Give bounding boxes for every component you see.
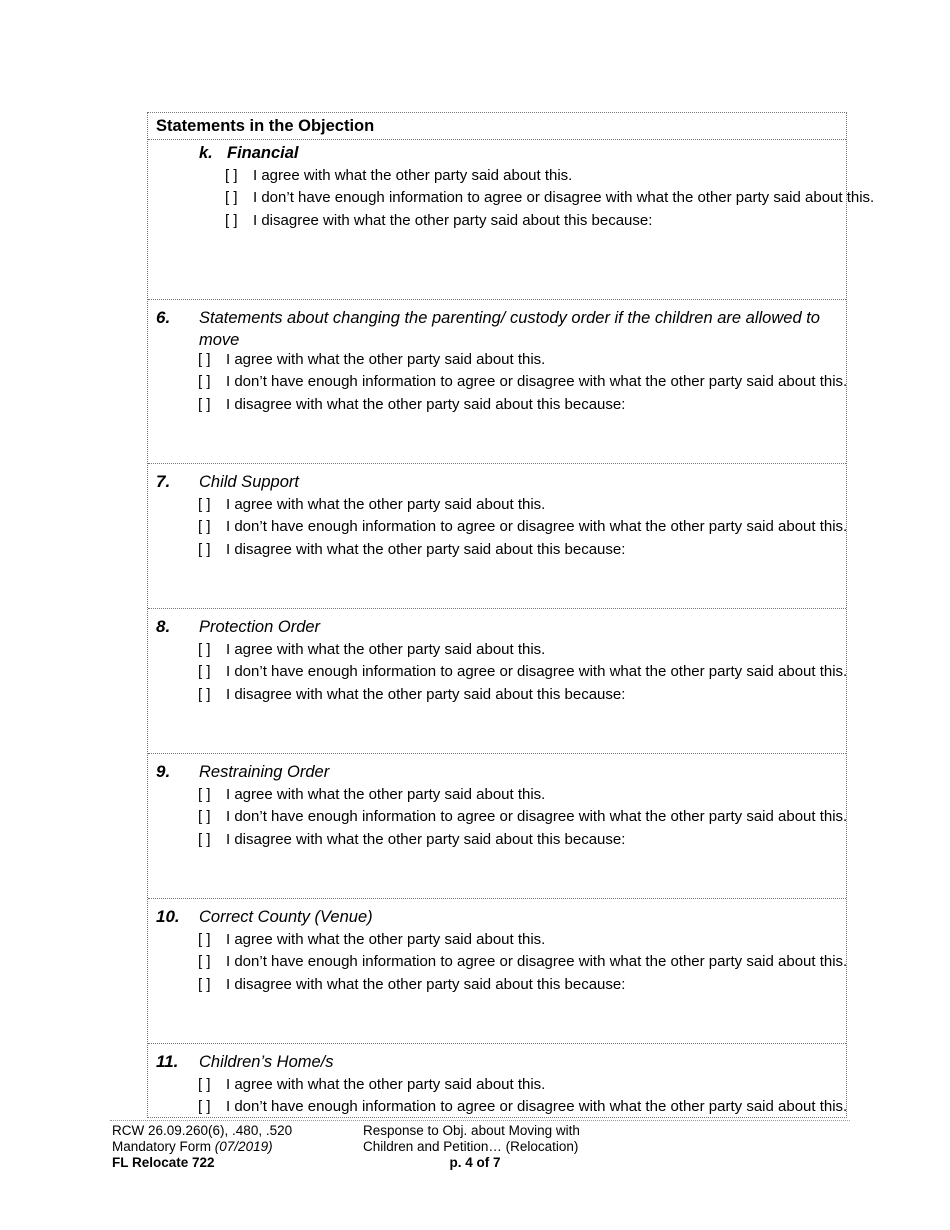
footer-divider <box>110 1120 850 1121</box>
footer-rcw: RCW 26.09.260(6), .480, .520 <box>112 1123 293 1138</box>
option-agree[interactable]: [ ] I agree with what the other party said about this. <box>198 640 546 658</box>
checkbox[interactable]: [ ] <box>198 540 211 558</box>
section-title: Restraining Order <box>199 763 330 781</box>
option-not-enough-info[interactable]: [ ] I don’t have enough information to agree or disagree with what the other party said about this. <box>225 189 875 207</box>
footer-middle <box>363 1123 587 1171</box>
section-number: 9. <box>156 762 171 781</box>
option-disagree[interactable]: [ ] I disagree with what the other party said about this because: <box>198 685 626 703</box>
section-title: Correct County (Venue) <box>199 908 373 926</box>
objection-form-table <box>147 112 875 1118</box>
subsection-k-financial <box>148 140 875 300</box>
section-6 <box>148 300 846 464</box>
checkbox[interactable]: [ ] <box>198 495 211 513</box>
option-list <box>198 1073 847 1118</box>
checkbox[interactable]: [ ] <box>198 518 211 536</box>
option-disagree[interactable]: [ ] I disagree with what the other party said about this because: <box>225 211 653 229</box>
section-number: 11. <box>156 1052 179 1071</box>
checkbox[interactable]: [ ] <box>198 373 211 391</box>
option-agree[interactable]: [ ] I agree with what the other party said about this. <box>198 1075 546 1093</box>
subsection-name: Financial <box>227 144 299 162</box>
checkbox[interactable]: [ ] <box>225 211 238 229</box>
checkbox[interactable]: [ ] <box>198 830 211 848</box>
checkbox[interactable]: [ ] <box>198 953 211 971</box>
option-not-enough-info[interactable]: [ ] I don’t have enough information to agree or disagree with what the other party said about this. <box>198 663 848 681</box>
checkbox[interactable]: [ ] <box>198 350 211 368</box>
checkbox[interactable]: [ ] <box>198 395 211 413</box>
section-title: Children’s Home/s <box>199 1053 334 1071</box>
option-not-enough-info[interactable]: [ ] I don’t have enough information to agree or disagree with what the other party said about this. <box>198 518 848 536</box>
option-not-enough-info[interactable]: [ ] I don’t have enough information to agree or disagree with what the other party said about this. <box>198 373 848 391</box>
section-title: Protection Order <box>199 618 321 636</box>
section-number: 6. <box>156 308 171 327</box>
option-list <box>198 348 847 416</box>
footer-form-id: FL Relocate 722 <box>112 1155 215 1170</box>
option-not-enough-info[interactable]: [ ] I don’t have enough information to agree or disagree with what the other party said about this. <box>198 808 848 826</box>
footer-page-number: p. 4 of 7 <box>449 1155 501 1170</box>
option-list <box>198 493 847 561</box>
section-title: Child Support <box>199 473 299 491</box>
section-title: Statements about changing the parenting/ custody order if the children are allowed to move <box>199 309 820 349</box>
option-agree[interactable]: [ ] I agree with what the other party said about this. <box>225 166 573 184</box>
subsection-letter: k. <box>199 144 213 162</box>
option-disagree[interactable]: [ ] I disagree with what the other party said about this because: <box>198 975 626 993</box>
checkbox[interactable]: [ ] <box>198 975 211 993</box>
checkbox[interactable]: [ ] <box>198 808 211 826</box>
section-number: 8. <box>156 617 171 636</box>
option-disagree[interactable]: [ ] I disagree with what the other party said about this because: <box>198 830 626 848</box>
checkbox[interactable]: [ ] <box>198 663 211 681</box>
footer-form-date: (07/2019) <box>214 1139 273 1154</box>
option-list <box>198 783 847 851</box>
section-10 <box>148 899 846 1044</box>
section-number: 10. <box>156 907 180 926</box>
option-agree[interactable]: [ ] I agree with what the other party said about this. <box>198 495 546 513</box>
checkbox[interactable]: [ ] <box>198 640 211 658</box>
checkbox[interactable]: [ ] <box>198 1075 211 1093</box>
footer-doc-title-line1: Response to Obj. about Moving with <box>363 1123 580 1138</box>
checkbox[interactable]: [ ] <box>225 166 238 184</box>
option-disagree[interactable]: [ ] I disagree with what the other party said about this because: <box>198 395 626 413</box>
option-not-enough-info[interactable]: [ ] I don’t have enough information to agree or disagree with what the other party said about this. <box>198 953 848 971</box>
section-8 <box>148 609 846 754</box>
section-9 <box>148 754 846 899</box>
footer-left <box>112 1123 292 1171</box>
checkbox[interactable]: [ ] <box>198 930 211 948</box>
option-agree[interactable]: [ ] I agree with what the other party said about this. <box>198 350 546 368</box>
option-list <box>198 638 847 706</box>
table-header: Statements in the Objection <box>148 113 846 140</box>
option-agree[interactable]: [ ] I agree with what the other party said about this. <box>198 785 546 803</box>
section-7 <box>148 464 846 609</box>
checkbox[interactable]: [ ] <box>198 1098 211 1116</box>
checkbox[interactable]: [ ] <box>198 685 211 703</box>
option-list <box>198 928 847 996</box>
section-number: 7. <box>156 472 171 491</box>
section-11 <box>148 1044 846 1117</box>
option-list <box>225 164 874 232</box>
option-agree[interactable]: [ ] I agree with what the other party said about this. <box>198 930 546 948</box>
subsection-title <box>199 144 299 163</box>
footer-mandatory-form: Mandatory Form (07/2019) <box>112 1139 273 1154</box>
checkbox[interactable]: [ ] <box>225 189 238 207</box>
checkbox[interactable]: [ ] <box>198 785 211 803</box>
option-not-enough-info[interactable]: [ ] I don’t have enough information to agree or disagree with what the other party said about this. <box>198 1098 848 1116</box>
footer-doc-title-line2: Children and Petition… (Relocation) <box>363 1139 579 1154</box>
option-disagree[interactable]: [ ] I disagree with what the other party said about this because: <box>198 540 626 558</box>
